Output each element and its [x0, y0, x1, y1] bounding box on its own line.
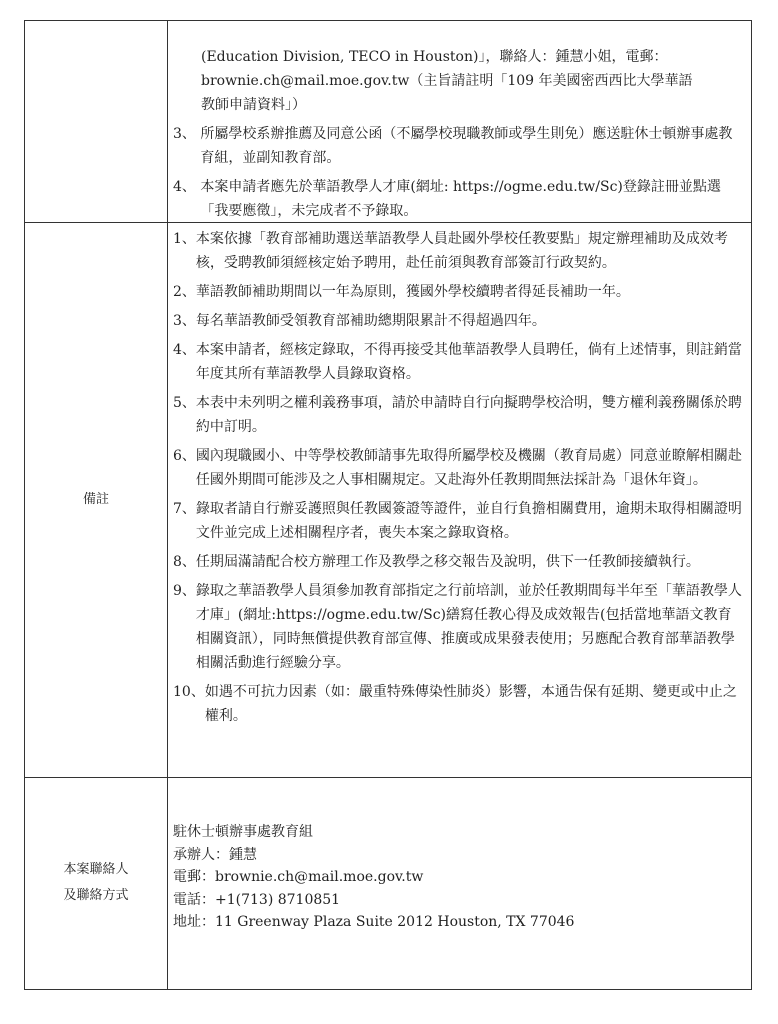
contact-address: 地址：11 Greenway Plaza Suite 2012 Houston, TX 77046 — [173, 914, 575, 930]
item-number: 6、 — [173, 448, 196, 464]
item-number: 10、 — [173, 684, 205, 700]
remark-item — [173, 444, 743, 492]
contact-label-line: 及聯絡方式 — [63, 888, 129, 903]
contact-cell — [167, 821, 751, 934]
item-number: 8、 — [173, 554, 196, 570]
continuation-line: (Education Division, TECO in Houston)」，聯絡人：鍾慧小姐，電郵： — [201, 49, 668, 65]
contact-phone: 電話：+1(713) 8710851 — [173, 891, 341, 908]
remark-item — [173, 550, 743, 574]
remark-item — [173, 497, 743, 545]
item-text: 任期屆滿請配合校方辦理工作及教學之移交報告及說明，供下一任教師接續執行。 — [195, 554, 700, 570]
item-text: 國內現職國小、中等學校教師請事先取得所屬學校及機關（教育局處）同意並瞭解相關赴任國外期間可能涉及之人事相關規定。又赴海外任教期間無法採計為「退休年資」。 — [195, 448, 742, 488]
application-item-3 — [173, 122, 743, 170]
remark-item — [173, 579, 743, 675]
remarks-label — [25, 222, 167, 777]
item-text: 如遇不可抗力因素（如：嚴重特殊傳染性肺炎）影響，本通告保有延期、變更或中止之權利。 — [204, 684, 737, 724]
remarks-cell — [167, 227, 751, 733]
item-number: 5、 — [173, 395, 196, 411]
remark-item — [173, 227, 743, 275]
item-number: 2、 — [173, 284, 196, 300]
continuation-line: brownie.ch@mail.moe.gov.tw（主旨請註明「109 年美國密西西比大學華語 — [201, 73, 693, 89]
contact-office: 駐休士頓辦事處教育組 — [173, 824, 313, 840]
item-number: 3、 — [173, 126, 201, 142]
application-item-4 — [173, 175, 743, 223]
item-text: 華語教師補助期間以一年為原則，獲國外學校續聘者得延長補助一年。 — [195, 284, 630, 300]
remark-item — [173, 280, 743, 304]
item-text: 本案申請者，經核定錄取，不得再接受其他華語教學人員聘任，倘有上述情事，則註銷當年度其所有華語教學人員錄取資格。 — [195, 342, 742, 382]
item-text: 所屬學校系辦推薦及同意公函（不屬學校現職教師或學生則免）應送駐休士頓辦事處教育組，並副知教育部。 — [200, 126, 733, 166]
contact-person: 承辦人：鍾慧 — [173, 846, 257, 863]
remark-item — [173, 338, 743, 386]
item-number: 7、 — [173, 501, 196, 517]
item-number: 4、 — [173, 342, 196, 358]
application-continuation-cell — [167, 45, 751, 228]
item-number: 4、 — [173, 179, 201, 195]
continuation-line: 教師申請資料」） — [201, 97, 306, 113]
remark-item — [173, 680, 743, 728]
contact-label — [25, 777, 167, 989]
remarks-label-text: 備註 — [82, 491, 109, 507]
item-text: 本表中未列明之權利義務事項，請於申請時自行向擬聘學校洽明，雙方權利義務關係於聘約中訂明。 — [195, 395, 742, 435]
item-text: 本案依據「教育部補助選送華語教學人員赴國外學校任教要點」規定辦理補助及成效考核，受聘教師須經核定始予聘用，赴任前須與教育部簽訂行政契約。 — [195, 231, 728, 271]
contact-email: 電郵：brownie.ch@mail.moe.gov.tw — [173, 869, 424, 885]
item-number: 1、 — [173, 231, 196, 247]
item-text: 錄取者請自行辦妥護照與任教國簽證等證件，並自行負擔相關費用，逾期未取得相關證明文件並完成上述相關程序者，喪失本案之錄取資格。 — [195, 501, 742, 541]
item-text: 錄取之華語教學人員須參加教育部指定之行前培訓，並於任教期間每半年至「華語教學人才庫」(網址:https://ogme.edu.tw/Sc)繕寫任教心得及成效報告(包括當地華語文教育相關資訊），同時無償提供教育部宣傳、推廣或成果發表使用；另應配合教育部華語教學相關活動進行經驗分享。 — [195, 583, 742, 671]
item-number: 9、 — [173, 583, 196, 599]
item-text: 本案申請者應先於華語教學人才庫(網址: https://ogme.edu.tw/Sc)登錄註冊並點選「我要應徵」，未完成者不予錄取。 — [200, 179, 721, 219]
continuation-text — [173, 45, 743, 117]
document-table — [24, 20, 752, 990]
remark-item — [173, 391, 743, 439]
item-number: 3、 — [173, 313, 196, 329]
contact-label-line: 本案聯絡人 — [63, 862, 129, 877]
item-text: 每名華語教師受領教育部補助總期限累計不得超過四年。 — [195, 313, 546, 329]
remark-item — [173, 309, 743, 333]
